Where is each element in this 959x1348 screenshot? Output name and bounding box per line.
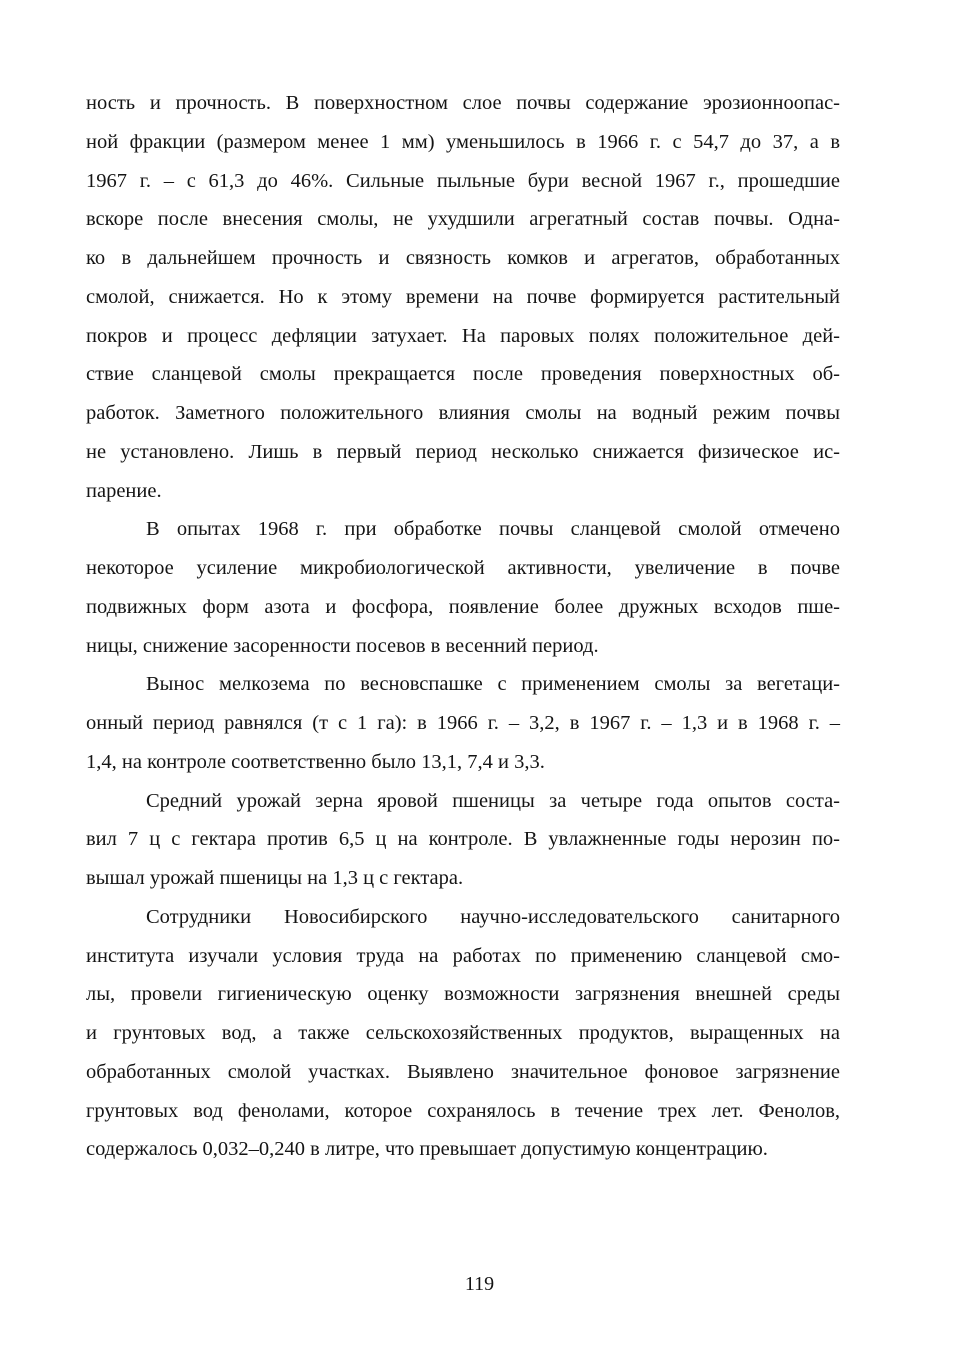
text-line: покров и процесс дефляции затухает. На паровых полях положительное дей- [86, 324, 840, 347]
text-line: не установлено. Лишь в первый период несколько снижается физическое ис- [86, 440, 840, 463]
paragraph [86, 665, 840, 781]
text-line: лы, провели гигиеническую оценку возможности загрязнения внешней среды [86, 983, 840, 1006]
text-line: ной фракции (размером менее 1 мм) уменьшилось в 1966 г. с 54,7 до 37, а в [86, 130, 840, 153]
text-line: работок. Заметного положительного влияния смолы на водный режим почвы [86, 402, 840, 424]
text-line: некоторое усиление микробиологической активности, увеличение в почве [86, 557, 840, 579]
text-line: парение. [86, 479, 162, 502]
text-line: подвижных форм азота и фосфора, появление более дружных всходов пше- [86, 595, 840, 618]
text-line: ницы, снижение засоренности посевов в весенний период. [86, 634, 599, 657]
text-line: Средний урожай зерна яровой пшеницы за четыре года опытов соста- [146, 789, 840, 812]
text-line: В опытах 1968 г. при обработке почвы сланцевой смолой отмечено [146, 518, 840, 541]
text-line: ко в дальнейшем прочность и связность комков и агрегатов, обработанных [86, 247, 840, 269]
text-line: института изучали условия труда на работах по применению сланцевой смо- [86, 944, 840, 967]
text-line: вышал урожай пшеницы на 1,3 ц с гектара. [86, 867, 464, 889]
paragraph [86, 510, 840, 665]
text-line: ность и прочность. В поверхностном слое почвы содержание эрозионноопас- [86, 92, 840, 114]
text-line: 1967 г. – с 61,3 до 46%. Сильные пыльные бури весной 1967 г., прошедшие [86, 169, 840, 192]
text-line: и грунтовых вод, а также сельскохозяйственных продуктов, выращенных на [86, 1022, 840, 1044]
paragraph [86, 782, 840, 898]
paragraph [86, 898, 840, 1169]
text-line: содержалось 0,032–0,240 в литре, что превышает допустимую концентрацию. [86, 1138, 768, 1161]
text-line: 1,4, на контроле соответственно было 13,1, 7,4 и 3,3. [86, 750, 545, 773]
body-text [86, 84, 840, 1169]
text-line: смолой, снижается. Но к этому времени на почве формируется растительный [86, 285, 840, 308]
text-line: вскоре после внесения смолы, не ухудшили агрегатный состав почвы. Одна- [86, 208, 840, 231]
text-line: Сотрудники Новосибирского научно-исследовательского санитарного [146, 905, 840, 928]
paragraph [86, 84, 840, 510]
text-line: Вынос мелкозема по весновспашке с применением смолы за вегетаци- [146, 673, 840, 696]
text-line: обработанных смолой участках. Выявлено значительное фоновое загрязнение [86, 1060, 840, 1083]
text-line: онный период равнялся (т с 1 га): в 1966 г. – 3,2, в 1967 г. – 1,3 и в 1968 г. – [86, 712, 840, 734]
text-line: ствие сланцевой смолы прекращается после проведения поверхностных об- [86, 363, 840, 386]
text-line: грунтовых вод фенолами, которое сохранялось в течение трех лет. Фенолов, [86, 1099, 840, 1122]
text-line: вил 7 ц с гектара против 6,5 ц на контроле. В увлажненные годы нерозин по- [86, 828, 840, 851]
page-number: 119 [464, 1273, 495, 1295]
